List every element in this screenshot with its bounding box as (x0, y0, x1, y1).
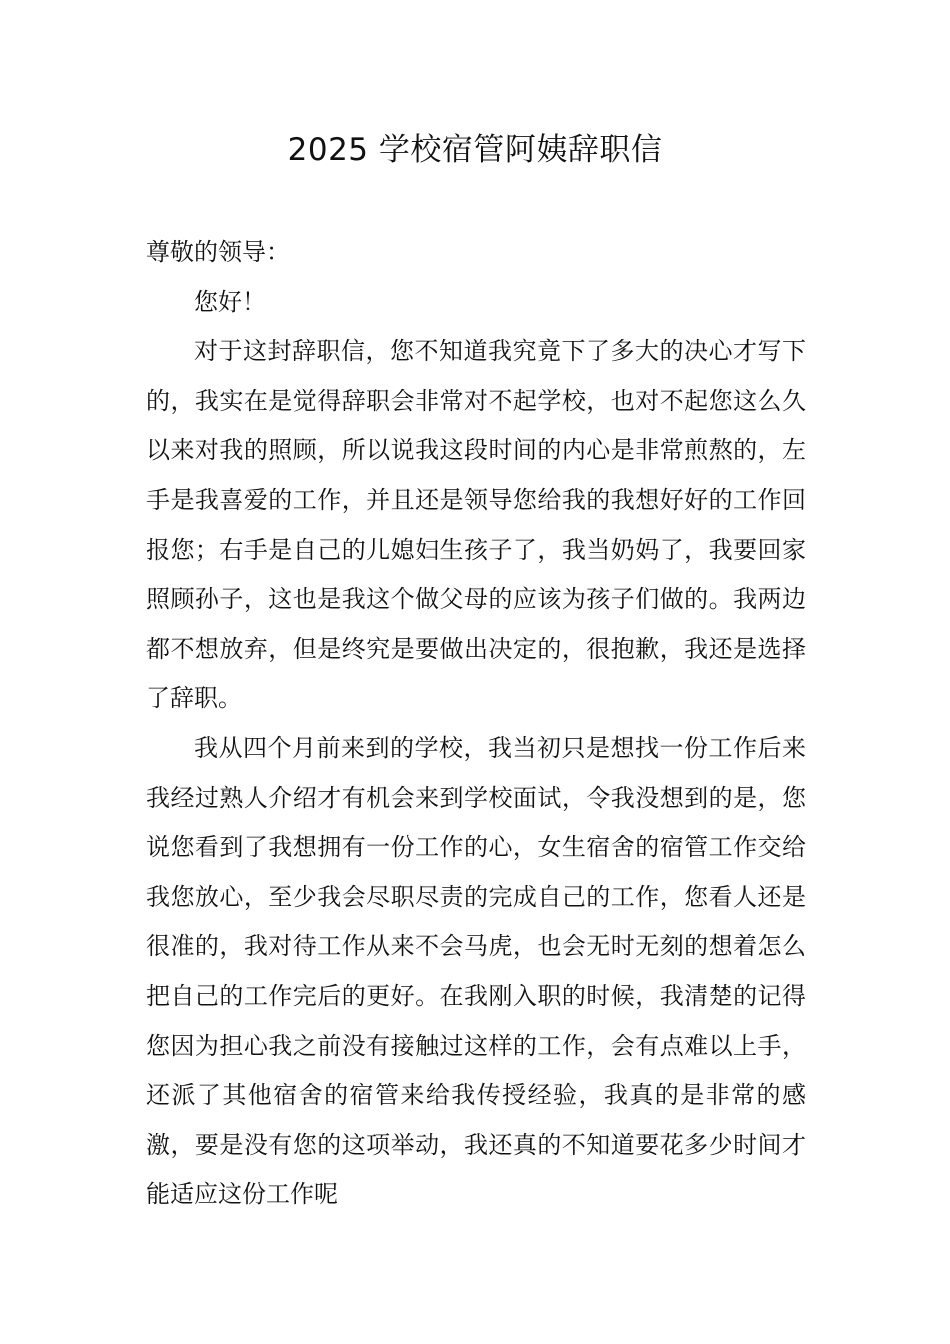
paragraph: 我从四个月前来到的学校，我当初只是想找一份工作后来我经过熟人介绍才有机会来到学校面试，令我没想到的是，您说您看到了我想拥有一份工作的心，女生宿舍的宿管工作交给我您放心，至少我会尽职尽责的完成自己的工作，您看人还是很准的，我对待工作从来不会马虎，也会无时无刻的想着怎么把自己的工作完后的更好。在我刚入职的时候，我清楚的记得您因为担心我之前没有接触过这样的工作，会有点难以上手，还派了其他宿舍的宿管来给我传授经验，我真的是非常的感激，要是没有您的这项举动，我还真的不知道要花多少时间才能适应这份工作呢 (146, 733, 806, 1209)
greeting: 您好！ (194, 287, 266, 316)
paragraph: 对于这封辞职信，您不知道我究竟下了多大的决心才写下的，我实在是觉得辞职会非常对不起学校，也对不起您这么久以来对我的照顾，所以说我这段时间的内心是非常煎熬的，左手是我喜爱的工作，并且还是领导您给我的我想好好的工作回报您；右手是自己的儿媳妇生孩子了，我当奶妈了，我要回家照顾孙子，这也是我这个做父母的应该为孩子们做的。我两边都不想放弃，但是终究是要做出决定的，很抱歉，我还是选择了辞职。 (146, 337, 806, 713)
document-title: 2025 学校宿管阿姨辞职信 (287, 132, 663, 168)
letter-body (146, 228, 806, 1220)
salutation: 尊敬的领导： (146, 238, 290, 266)
